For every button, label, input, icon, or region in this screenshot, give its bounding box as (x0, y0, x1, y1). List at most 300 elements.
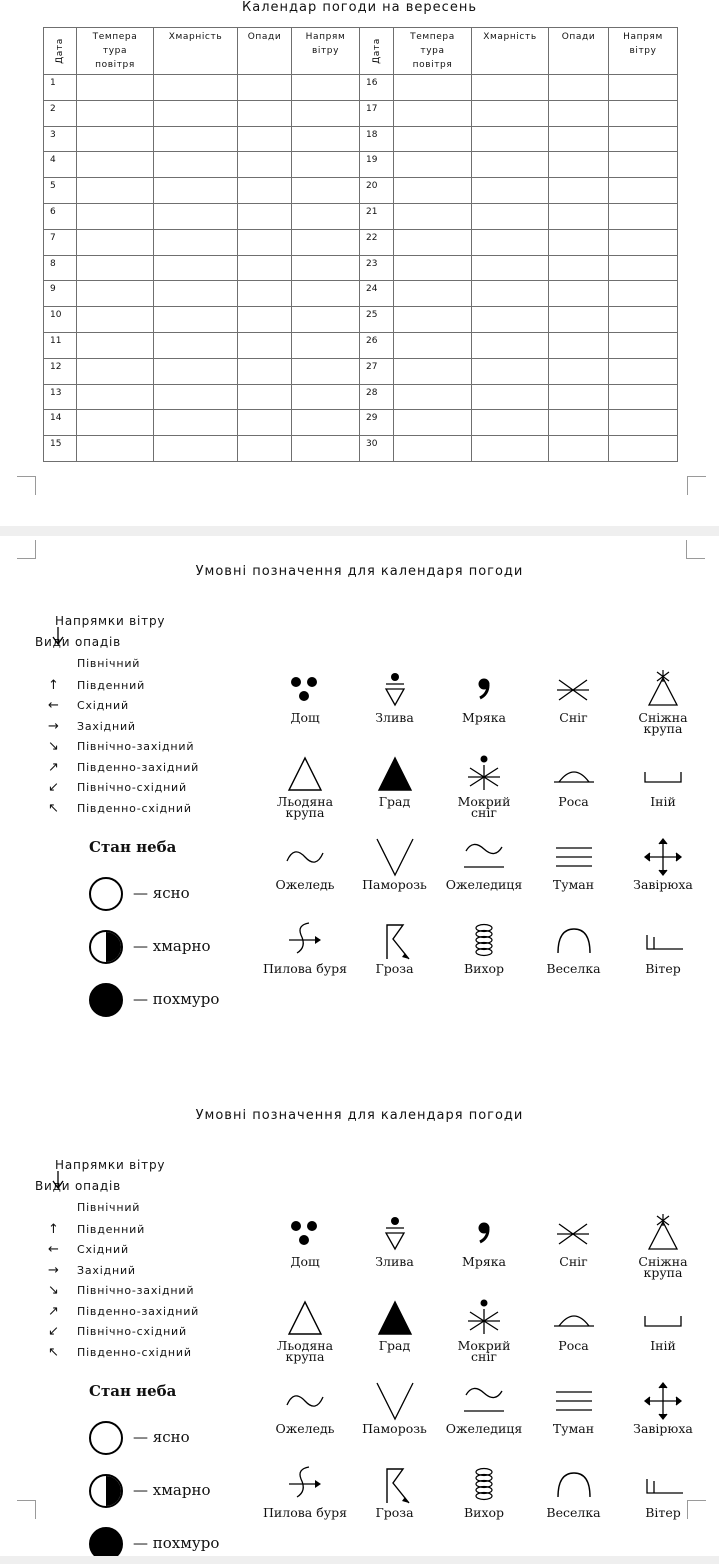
symbol-label: Гроза (375, 960, 414, 976)
day-cell: 15 (44, 436, 77, 462)
symbol-label: Сніжна (638, 710, 688, 725)
entry-cell[interactable] (238, 178, 292, 204)
direction-label: Східний (77, 1243, 129, 1256)
symbol-label: Веселка (546, 1504, 601, 1520)
entry-cell[interactable] (77, 100, 154, 126)
entry-cell[interactable] (154, 178, 238, 204)
symbol-label-line2: крупа (285, 1348, 325, 1364)
page-corner-mark (17, 1500, 36, 1519)
table-row (44, 126, 678, 152)
entry-cell[interactable] (609, 281, 678, 307)
entry-cell[interactable] (238, 358, 292, 384)
wind-directions-heading: Напрямки вітру (55, 1158, 166, 1172)
entry-cell[interactable] (77, 229, 154, 255)
symbol-label: Ожеледь (275, 1421, 335, 1436)
symbol-label: Мокрий (457, 793, 511, 809)
entry-cell[interactable] (549, 126, 609, 152)
direction-label: Південно-західний (77, 760, 200, 774)
day-cell: 5 (44, 178, 77, 204)
symbol-label: Мокрий (457, 1337, 511, 1353)
symbol-label: Роса (558, 793, 589, 809)
weather-symbol-blizzard (618, 839, 708, 921)
symbol-label: Роса (558, 1337, 589, 1353)
entry-cell[interactable] (292, 100, 360, 126)
entry-cell[interactable] (292, 255, 360, 281)
entry-cell[interactable] (238, 229, 292, 255)
entry-cell[interactable] (292, 307, 360, 333)
entry-cell[interactable] (77, 75, 154, 101)
weather-symbol-sleet (439, 756, 529, 838)
symbol-label: Льодяна (276, 793, 334, 809)
entry-cell[interactable] (238, 75, 292, 101)
dust-storm-icon (285, 1467, 325, 1507)
table-row (44, 332, 678, 358)
fog-icon (554, 1383, 594, 1423)
entry-cell[interactable] (549, 100, 609, 126)
weather-symbol-hoarfrost (618, 1300, 708, 1382)
direction-label: Північно-західний (77, 740, 195, 753)
direction-arrow-icon: ↙ (48, 780, 60, 795)
weather-symbol-hail (350, 1300, 440, 1382)
entry-cell[interactable] (292, 281, 360, 307)
calendar-title: Календар погоди на вересень (242, 0, 477, 15)
drizzle-icon (464, 1216, 504, 1256)
symbol-label: Вихор (463, 1504, 505, 1520)
entry-cell[interactable] (472, 178, 549, 204)
table-row (44, 281, 678, 307)
entry-cell[interactable] (609, 75, 678, 101)
table-row (44, 436, 678, 462)
page-corner-mark (686, 540, 705, 559)
rain-icon (285, 1216, 325, 1256)
symbol-label: Мряка (462, 1254, 506, 1269)
entry-cell[interactable] (394, 436, 472, 462)
entry-cell[interactable] (394, 229, 472, 255)
weather-symbol-fog (529, 839, 619, 921)
day-cell: 14 (44, 410, 77, 436)
symbol-label: Паморозь (362, 1421, 427, 1436)
entry-cell[interactable] (609, 100, 678, 126)
entry-cell[interactable] (238, 100, 292, 126)
weather-symbol-drizzle (439, 672, 529, 754)
entry-cell[interactable] (77, 332, 154, 358)
arrow-down-icon (51, 627, 65, 647)
weather-symbol-snow-pellets (618, 672, 708, 754)
table-row (44, 229, 678, 255)
dew-icon (554, 756, 594, 796)
wind-direction-item (48, 678, 145, 693)
wind-direction-header: Напрям вітру (292, 28, 360, 75)
symbol-label: Мряка (462, 710, 506, 725)
entry-cell[interactable] (77, 436, 154, 462)
symbol-label: Пилова буря (263, 960, 347, 976)
rime-icon (375, 839, 415, 879)
entry-cell[interactable] (609, 358, 678, 384)
ice-pellets-icon (285, 756, 325, 796)
weather-symbol-drizzle (439, 1216, 529, 1298)
day-cell: 9 (44, 281, 77, 307)
day-cell: 10 (44, 307, 77, 333)
wind-direction-item (48, 801, 192, 816)
entry-cell[interactable] (154, 307, 238, 333)
direction-arrow-icon: ↗ (48, 1303, 60, 1319)
entry-cell[interactable] (472, 255, 549, 281)
weather-symbol-glaze (260, 839, 350, 921)
weather-symbol-thunderstorm (350, 923, 440, 1005)
entry-cell[interactable] (238, 410, 292, 436)
table-row (44, 178, 678, 204)
entry-cell[interactable] (154, 281, 238, 307)
entry-cell[interactable] (394, 75, 472, 101)
table-row (44, 152, 678, 178)
day-cell: 17 (360, 100, 394, 126)
weather-symbol-rime (350, 1383, 440, 1465)
ice-ground-icon (464, 839, 504, 879)
glaze-icon (285, 1383, 325, 1423)
direction-arrow-icon: ← (48, 698, 60, 713)
thunderstorm-icon (375, 923, 415, 963)
drizzle-icon (464, 672, 504, 712)
entry-cell[interactable] (77, 203, 154, 229)
table-row (44, 358, 678, 384)
entry-cell[interactable] (609, 436, 678, 462)
entry-cell[interactable] (154, 436, 238, 462)
weather-symbol-whirlwind (439, 923, 529, 1005)
entry-cell[interactable] (154, 358, 238, 384)
precipitation-header: Опади (238, 28, 292, 75)
entry-cell[interactable] (394, 332, 472, 358)
entry-cell[interactable] (609, 384, 678, 410)
weather-symbol-fog (529, 1383, 619, 1465)
weather-symbol-hail (350, 756, 440, 838)
symbol-label: Іній (650, 793, 676, 809)
entry-cell[interactable] (472, 281, 549, 307)
wind-icon (643, 1467, 683, 1507)
snow-pellets-icon (643, 1216, 683, 1256)
ice-ground-icon (464, 1383, 504, 1423)
entry-cell[interactable] (154, 255, 238, 281)
direction-arrow-icon: ↙ (48, 1324, 60, 1339)
entry-cell[interactable] (292, 332, 360, 358)
entry-cell[interactable] (472, 384, 549, 410)
symbol-label: Ожеледиця (445, 877, 523, 892)
entry-cell[interactable] (77, 358, 154, 384)
weather-symbol-dew (529, 1300, 619, 1382)
wind-direction-item (48, 1201, 140, 1214)
entry-cell[interactable] (472, 332, 549, 358)
entry-cell[interactable] (154, 126, 238, 152)
entry-cell[interactable] (394, 152, 472, 178)
weather-symbol-blizzard (618, 1383, 708, 1465)
entry-cell[interactable] (238, 332, 292, 358)
entry-cell[interactable] (472, 100, 549, 126)
wind-direction-item (48, 1304, 199, 1319)
weather-symbol-sleet (439, 1300, 529, 1382)
shower-icon (375, 1216, 415, 1256)
entry-cell[interactable] (292, 436, 360, 462)
entry-cell[interactable] (77, 255, 154, 281)
entry-cell[interactable] (549, 332, 609, 358)
direction-label: Північно-західний (77, 1284, 195, 1297)
hail-icon (375, 756, 415, 796)
entry-cell[interactable] (549, 358, 609, 384)
entry-cell[interactable] (238, 384, 292, 410)
entry-cell[interactable] (154, 229, 238, 255)
day-cell: 4 (44, 152, 77, 178)
entry-cell[interactable] (238, 203, 292, 229)
wind-direction-item (48, 657, 140, 670)
entry-cell[interactable] (154, 203, 238, 229)
wind-direction-item (48, 780, 187, 795)
symbol-label: Льодяна (276, 1337, 334, 1353)
entry-cell[interactable] (609, 126, 678, 152)
symbol-label: Дощ (290, 1254, 320, 1269)
entry-cell[interactable] (549, 410, 609, 436)
entry-cell[interactable] (549, 255, 609, 281)
entry-cell[interactable] (549, 152, 609, 178)
symbol-label: Паморозь (362, 877, 427, 892)
entry-cell[interactable] (549, 307, 609, 333)
direction-arrow-icon: ↗ (48, 759, 60, 775)
entry-cell[interactable] (472, 358, 549, 384)
day-cell: 24 (360, 281, 394, 307)
entry-cell[interactable] (292, 178, 360, 204)
entry-cell[interactable] (394, 281, 472, 307)
symbol-label: Вихор (463, 960, 505, 976)
hoarfrost-icon (643, 756, 683, 796)
direction-label: Південно-східний (77, 1345, 192, 1359)
entry-cell[interactable] (394, 255, 472, 281)
legend-title: Умовні позначення для календаря погоди (195, 1108, 524, 1123)
entry-cell[interactable] (154, 75, 238, 101)
entry-cell[interactable] (394, 307, 472, 333)
symbol-label: Ожеледь (275, 877, 335, 892)
blizzard-icon (643, 839, 683, 879)
day-cell: 1 (44, 75, 77, 101)
symbol-label: Веселка (546, 960, 601, 976)
direction-label: Західний (77, 719, 136, 733)
cloudy-sky-icon (89, 930, 123, 964)
weather-symbol-shower (350, 672, 440, 754)
entry-cell[interactable] (472, 229, 549, 255)
entry-cell[interactable] (154, 152, 238, 178)
symbol-label: Сніг (559, 1254, 588, 1269)
entry-cell[interactable] (292, 410, 360, 436)
weather-symbol-shower (350, 1216, 440, 1298)
table-row (44, 410, 678, 436)
fog-icon (554, 839, 594, 879)
entry-cell[interactable] (549, 203, 609, 229)
entry-cell[interactable] (472, 152, 549, 178)
direction-arrow-icon: → (48, 1262, 60, 1278)
wind-directions-heading: Напрямки вітру (55, 614, 166, 628)
wind-direction-item (48, 698, 129, 713)
wind-direction-item (48, 1263, 136, 1278)
symbol-label: Ожеледиця (445, 1421, 523, 1436)
entry-cell[interactable] (154, 410, 238, 436)
entry-cell[interactable] (238, 255, 292, 281)
entry-cell[interactable] (609, 307, 678, 333)
snow-pellets-icon (643, 672, 683, 712)
dust-storm-icon (285, 923, 325, 963)
symbol-label: Вітер (645, 960, 681, 976)
precipitation-types-heading: Види опадів (35, 1179, 121, 1193)
entry-cell[interactable] (77, 410, 154, 436)
day-cell: 8 (44, 255, 77, 281)
entry-cell[interactable] (77, 178, 154, 204)
entry-cell[interactable] (154, 100, 238, 126)
weather-symbol-ice-pellets (260, 1300, 350, 1382)
symbol-label: Туман (552, 1421, 595, 1436)
direction-arrow-icon: → (48, 718, 60, 734)
day-cell: 27 (360, 358, 394, 384)
overcast-sky-icon (89, 1527, 123, 1556)
day-cell: 23 (360, 255, 394, 281)
day-cell: 18 (360, 126, 394, 152)
day-cell: 28 (360, 384, 394, 410)
direction-arrow-icon: ↘ (48, 739, 60, 754)
entry-cell[interactable] (394, 410, 472, 436)
weather-symbol-ice-pellets (260, 756, 350, 838)
arrow-down-icon (51, 1171, 65, 1191)
weather-symbol-snow (529, 1216, 619, 1298)
entry-cell[interactable] (292, 75, 360, 101)
weather-symbol-snow (529, 672, 619, 754)
entry-cell[interactable] (609, 203, 678, 229)
entry-cell[interactable] (238, 126, 292, 152)
entry-cell[interactable] (394, 178, 472, 204)
entry-cell[interactable] (77, 126, 154, 152)
symbol-label-line2: сніг (471, 804, 497, 820)
entry-cell[interactable] (77, 384, 154, 410)
symbol-label: Сніжна (638, 1254, 688, 1269)
entry-cell[interactable] (292, 229, 360, 255)
entry-cell[interactable] (609, 152, 678, 178)
symbol-label: Злива (375, 710, 414, 725)
entry-cell[interactable] (549, 436, 609, 462)
weather-symbol-thunderstorm (350, 1467, 440, 1549)
entry-cell[interactable] (77, 307, 154, 333)
page-corner-mark (687, 1500, 706, 1519)
precipitation-header-2: Опади (549, 28, 609, 75)
day-cell: 12 (44, 358, 77, 384)
sky-state-title: Стан неба (89, 1382, 177, 1400)
entry-cell[interactable] (609, 255, 678, 281)
calendar-page (0, 0, 719, 526)
page-corner-mark (17, 540, 36, 559)
entry-cell[interactable] (549, 384, 609, 410)
shower-icon (375, 672, 415, 712)
entry-cell[interactable] (549, 281, 609, 307)
legend-block: Умовні позначення для календаря погоди Напрямки вітру Види опадів Північний ↑ Південний ← Східний → Західний ↘ Північно-західний ↗ Південно-західний ↙ Північно-східний ↖ Південно-східний Стан неба — ясно — хмарно — похмуро Дощ Злива Мряка Сніг Сніжна крупа Льодяна крупа Град Мокрий сніг Роса Іній Ожеледь Паморозь Ожеледиця Туман Завірюха Пилова буря Гроза Вихор Веселка Вітер (0, 560, 719, 1030)
entry-cell[interactable] (77, 281, 154, 307)
weather-symbol-ice-ground (439, 1383, 529, 1465)
entry-cell[interactable] (549, 75, 609, 101)
entry-cell[interactable] (472, 75, 549, 101)
entry-cell[interactable] (472, 203, 549, 229)
entry-cell[interactable] (472, 307, 549, 333)
entry-cell[interactable] (472, 410, 549, 436)
precipitation-types-heading: Види опадів (35, 635, 121, 649)
symbol-label-line2: крупа (643, 1265, 683, 1280)
ice-pellets-icon (285, 1300, 325, 1340)
wind-direction-item (48, 760, 199, 775)
direction-arrow-icon: ↖ (48, 1344, 60, 1360)
glaze-icon (285, 839, 325, 879)
entry-cell[interactable] (292, 126, 360, 152)
table-row (44, 384, 678, 410)
entry-cell[interactable] (77, 152, 154, 178)
weather-symbol-hoarfrost (618, 756, 708, 838)
entry-cell[interactable] (472, 436, 549, 462)
entry-cell[interactable] (609, 178, 678, 204)
day-cell: 30 (360, 436, 394, 462)
table-header-row (44, 28, 678, 75)
symbol-label-line2: сніг (471, 1348, 497, 1364)
entry-cell[interactable] (238, 307, 292, 333)
symbol-label: Туман (552, 877, 595, 892)
legend-page (0, 536, 719, 1556)
entry-cell[interactable] (238, 281, 292, 307)
direction-label: Північний (77, 657, 141, 670)
wind-direction-item (48, 1222, 145, 1237)
entry-cell[interactable] (292, 152, 360, 178)
dew-icon (554, 1300, 594, 1340)
direction-label: Північно-східний (77, 1325, 187, 1338)
entry-cell[interactable] (609, 332, 678, 358)
legend-block: Умовні позначення для календаря погоди Напрямки вітру Види опадів Північний ↑ Південний ← Східний → Західний ↘ Північно-західний ↗ Південно-західний ↙ Північно-східний ↖ Південно-східний Стан неба — ясно — хмарно — похмуро Дощ Злива Мряка Сніг Сніжна крупа Льодяна крупа Град Мокрий сніг Роса Іній Ожеледь Паморозь Ожеледиця Туман Завірюха Пилова буря Гроза Вихор Веселка Вітер (0, 1104, 719, 1556)
entry-cell[interactable] (472, 126, 549, 152)
wind-direction-item (48, 1324, 187, 1339)
direction-label: Південно-західний (77, 1304, 200, 1318)
direction-arrow-icon: ↑ (48, 677, 60, 693)
day-cell: 3 (44, 126, 77, 152)
entry-cell[interactable] (394, 384, 472, 410)
cloudy-sky-icon (89, 1474, 123, 1508)
legend-title: Умовні позначення для календаря погоди (195, 564, 524, 579)
entry-cell[interactable] (292, 358, 360, 384)
entry-cell[interactable] (394, 126, 472, 152)
weather-symbol-rime (350, 839, 440, 921)
entry-cell[interactable] (238, 152, 292, 178)
date-header-2: Дата (360, 28, 394, 75)
entry-cell[interactable] (549, 229, 609, 255)
entry-cell[interactable] (154, 332, 238, 358)
entry-cell[interactable] (292, 384, 360, 410)
entry-cell[interactable] (549, 178, 609, 204)
wind-direction-item (48, 1283, 194, 1298)
weather-symbol-glaze (260, 1383, 350, 1465)
entry-cell[interactable] (154, 384, 238, 410)
weather-symbol-rain (260, 672, 350, 754)
clear-sky-icon (89, 877, 123, 911)
day-cell: 20 (360, 178, 394, 204)
entry-cell[interactable] (609, 229, 678, 255)
table-row (44, 75, 678, 101)
symbol-label: Іній (650, 1337, 676, 1353)
entry-cell[interactable] (394, 358, 472, 384)
entry-cell[interactable] (609, 410, 678, 436)
rainbow-icon (554, 1467, 594, 1507)
entry-cell[interactable] (238, 436, 292, 462)
weather-symbol-rainbow (529, 923, 619, 1005)
symbol-label-line2: крупа (643, 721, 683, 736)
day-cell: 21 (360, 203, 394, 229)
entry-cell[interactable] (394, 203, 472, 229)
entry-cell[interactable] (292, 203, 360, 229)
entry-cell[interactable] (394, 100, 472, 126)
direction-arrow-icon: ↘ (48, 1283, 60, 1298)
